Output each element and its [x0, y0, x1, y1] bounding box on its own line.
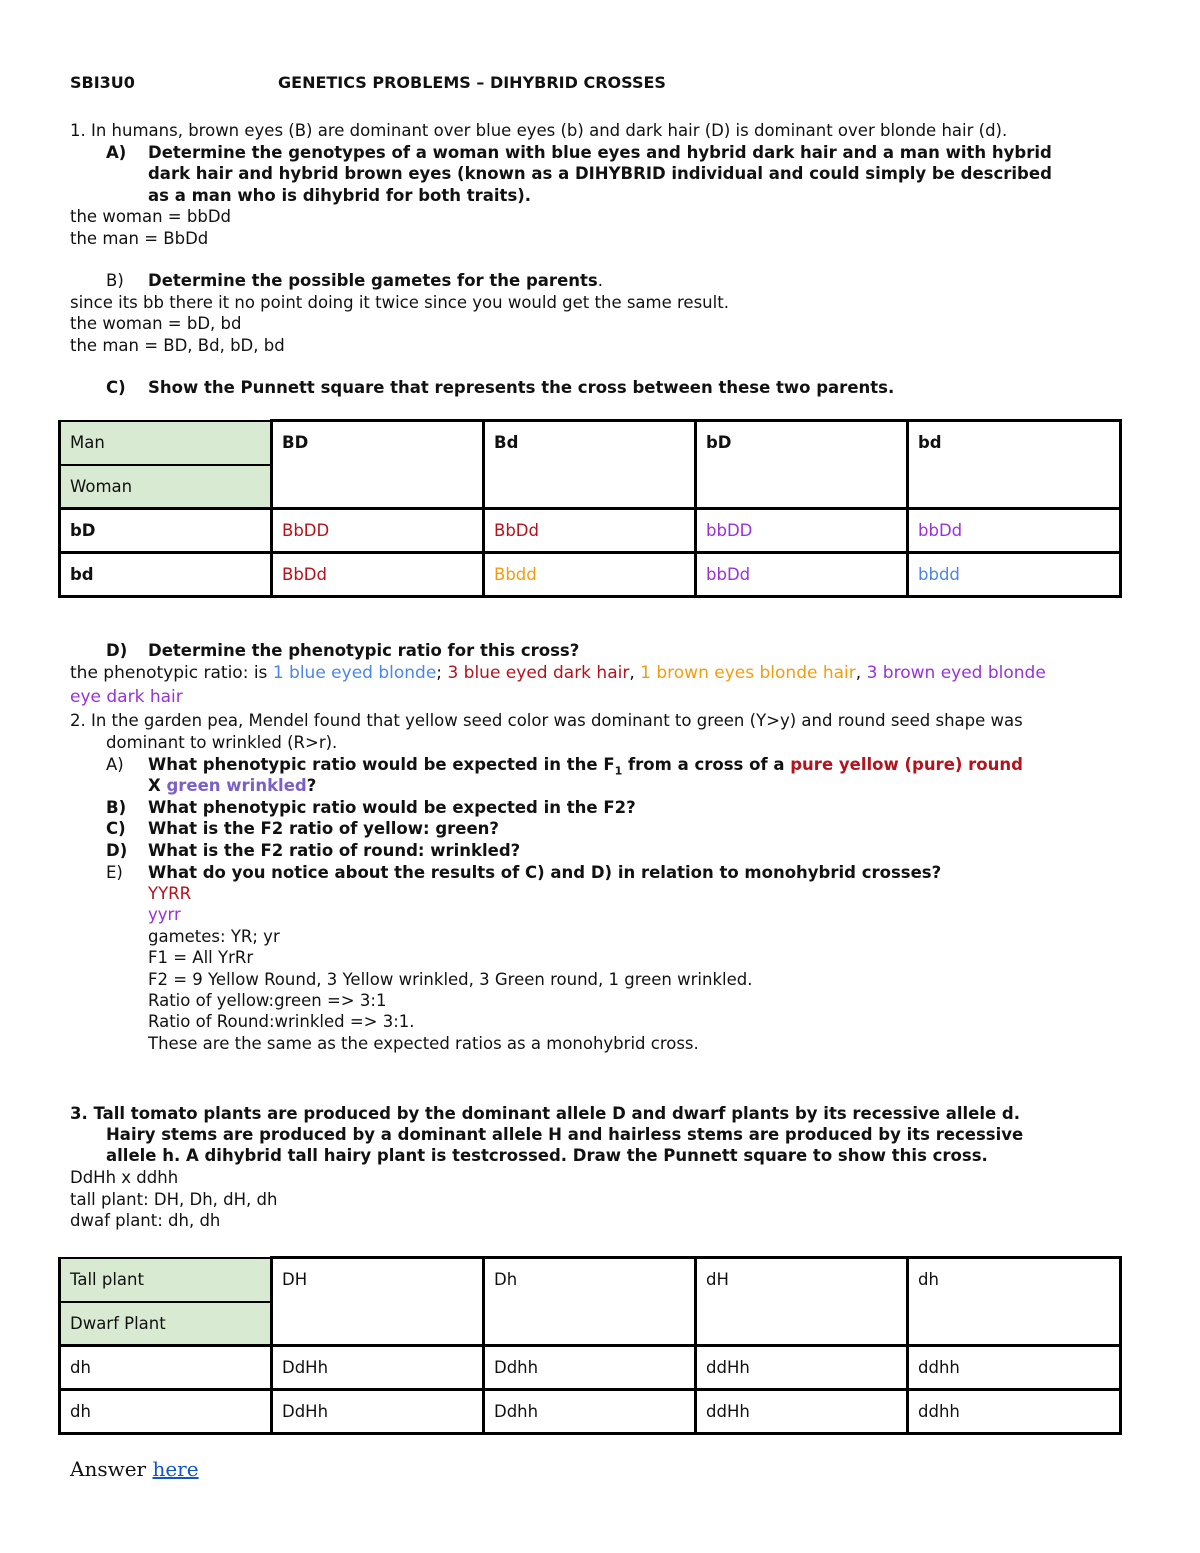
table-cell: ddHh	[696, 1390, 908, 1434]
q3-line-3: allele h. A dihybrid tall hairy plant is testcrossed. Draw the Punnett square to show this cross.	[106, 1146, 988, 1165]
q2-answer-f1: F1 = All YrRr	[148, 948, 254, 967]
q2-answer-conclusion: These are the same as the expected ratios as a monohybrid cross.	[148, 1034, 699, 1053]
column-header: DH	[272, 1258, 484, 1346]
q1d-answer-cont: eye dark hair	[70, 687, 183, 707]
table-row	[60, 552, 1121, 596]
q1b-answer-woman: the woman = bD, bd	[70, 314, 242, 333]
q2d-label: D)	[106, 841, 128, 860]
column-header: BD	[272, 421, 484, 509]
q2-answer-f2: F2 = 9 Yellow Round, 3 Yellow wrinkled, 3 Green round, 1 green wrinkled.	[148, 970, 753, 989]
q1b-answer-note: since its bb there it no point doing it twice since you would get the same result.	[70, 293, 729, 312]
column-header: bd	[908, 421, 1121, 509]
q1-text: 1. In humans, brown eyes (B) are dominant over blue eyes (b) and dark hair (D) is dominant over blonde hair (d).	[70, 121, 1008, 140]
table-cell: DdHh	[272, 1346, 484, 1390]
punnett-square-1	[58, 419, 1122, 598]
column-header: Dh	[484, 1258, 696, 1346]
ratio-separator: ,	[855, 663, 867, 683]
q1b-period: .	[597, 271, 603, 290]
row-header: bD	[60, 508, 272, 552]
q1b-answer-man: the man = BD, Bd, bD, bd	[70, 336, 285, 355]
q2e-question: What do you notice about the results of C) and D) in relation to monohybrid crosses?	[148, 863, 942, 882]
table-cell: DdHh	[272, 1390, 484, 1434]
column-header: dh	[908, 1258, 1121, 1346]
q2-line-1: 2. In the garden pea, Mendel found that yellow seed color was dominant to green (Y>y) and round seed shape was	[70, 711, 1023, 730]
q2-answer-yyrr-lower: yyrr	[148, 905, 181, 924]
table-cell: BbDD	[272, 508, 484, 552]
table-cell: ddhh	[908, 1346, 1121, 1390]
row-label-woman: Woman	[60, 465, 272, 509]
q2a-text: What phenotypic ratio would be expected in the F	[148, 755, 615, 774]
q3-answer-cross: DdHh x ddhh	[70, 1168, 179, 1187]
q1a-label: A)	[106, 143, 127, 162]
q2-answer-ratio-round: Ratio of Round:wrinkled => 3:1.	[148, 1012, 415, 1031]
ratio-separator: ,	[629, 663, 641, 683]
table-cell: bbdd	[908, 552, 1121, 596]
table-cell: Ddhh	[484, 1390, 696, 1434]
row-label-dwarf-plant: Dwarf Plant	[60, 1302, 272, 1346]
q1a-line-2: dark hair and hybrid brown eyes (known as a DIHYBRID individual and could simply be described	[148, 164, 1052, 183]
table-row	[60, 508, 1121, 552]
table-cell: ddHh	[696, 1346, 908, 1390]
answer-footer	[70, 1457, 199, 1481]
q1d-answer	[70, 663, 1046, 684]
document-title: GENETICS PROBLEMS – DIHYBRID CROSSES	[278, 73, 666, 92]
q1b-label: B)	[106, 271, 124, 290]
q2c-label: C)	[106, 819, 126, 838]
q2a-text-2: from a cross of a	[622, 755, 791, 774]
q1c-question: Show the Punnett square that represents the cross between these two parents.	[148, 378, 895, 397]
q2e-label: E)	[106, 863, 123, 882]
table-cell: bbDd	[696, 552, 908, 596]
q1d-label: D)	[106, 641, 128, 660]
q2-answer-gametes: gametes: YR; yr	[148, 927, 280, 946]
punnett-square-2	[58, 1256, 1122, 1435]
table-cell: BbDd	[484, 508, 696, 552]
row-label-tall-plant: Tall plant	[60, 1258, 272, 1302]
answer-label: Answer	[70, 1457, 147, 1481]
q1b-question	[148, 270, 603, 291]
q1d-question: Determine the phenotypic ratio for this cross?	[148, 641, 580, 660]
q2-answer-ratio-yellow: Ratio of yellow:green => 3:1	[148, 991, 387, 1010]
row-label-man: Man	[60, 421, 272, 465]
q2d-question: What is the F2 ratio of round: wrinkled?	[148, 841, 521, 860]
column-header: Bd	[484, 421, 696, 509]
q2-line-2: dominant to wrinkled (R>r).	[106, 733, 338, 752]
ratio-brown-dark: 3 brown eyed blonde	[866, 663, 1046, 683]
row-header: dh	[60, 1346, 272, 1390]
table-cell: BbDd	[272, 552, 484, 596]
q2a-qmark: ?	[306, 776, 317, 795]
q2a-question-cont	[148, 775, 316, 796]
answer-link[interactable]: here	[152, 1457, 199, 1481]
ratio-blue-dark: 3 blue eyed dark hair	[447, 663, 630, 683]
table-cell: Ddhh	[484, 1346, 696, 1390]
ratio-blue-blonde: 1 blue eyed blonde	[272, 663, 437, 683]
q3-line-2: Hairy stems are produced by a dominant allele H and hairless stems are produced by its recessive	[106, 1125, 1024, 1144]
table-cell: bbDd	[908, 508, 1121, 552]
q2b-question: What phenotypic ratio would be expected in the F2?	[148, 798, 636, 817]
q1a-answer-man: the man = BbDd	[70, 229, 209, 248]
q3-answer-dwarf: dwaf plant: dh, dh	[70, 1211, 221, 1230]
q2a-label: A)	[106, 755, 124, 774]
q1a-line-3: as a man who is dihybrid for both traits).	[148, 186, 532, 205]
q2a-pure-yellow: pure yellow (pure) round	[790, 755, 1023, 774]
table-row	[60, 1346, 1121, 1390]
row-header: bd	[60, 552, 272, 596]
table-cell: bbDD	[696, 508, 908, 552]
ratio-brown-blonde: 1 brown eyes blonde hair	[640, 663, 856, 683]
q2a-x: X	[148, 776, 167, 795]
q1a-answer-woman: the woman = bbDd	[70, 207, 231, 226]
table-cell: ddhh	[908, 1390, 1121, 1434]
q1a-line-1: Determine the genotypes of a woman with blue eyes and hybrid dark hair and a man with hybrid	[148, 143, 1052, 162]
q2b-label: B)	[106, 798, 127, 817]
course-code: SBI3U0	[70, 73, 135, 92]
q2a-green-wrinkled: green wrinkled	[166, 776, 307, 795]
q2a-subscript: 1	[614, 764, 623, 778]
table-cell: Bbdd	[484, 552, 696, 596]
q2c-question: What is the F2 ratio of yellow: green?	[148, 819, 499, 838]
q2-answer-yyrr: YYRR	[148, 884, 192, 903]
q1c-label: C)	[106, 378, 126, 397]
ratio-separator: ;	[436, 663, 448, 683]
row-header: dh	[60, 1390, 272, 1434]
q3-line-1: 3. Tall tomato plants are produced by the dominant allele D and dwarf plants by its recessive allele d.	[70, 1104, 1021, 1123]
column-header: dH	[696, 1258, 908, 1346]
table-row	[60, 1390, 1121, 1434]
column-header: bD	[696, 421, 908, 509]
q3-answer-tall: tall plant: DH, Dh, dH, dh	[70, 1190, 278, 1209]
q1d-answer-prefix: the phenotypic ratio: is	[70, 663, 273, 683]
q1b-question-text: Determine the possible gametes for the parents	[148, 271, 598, 290]
